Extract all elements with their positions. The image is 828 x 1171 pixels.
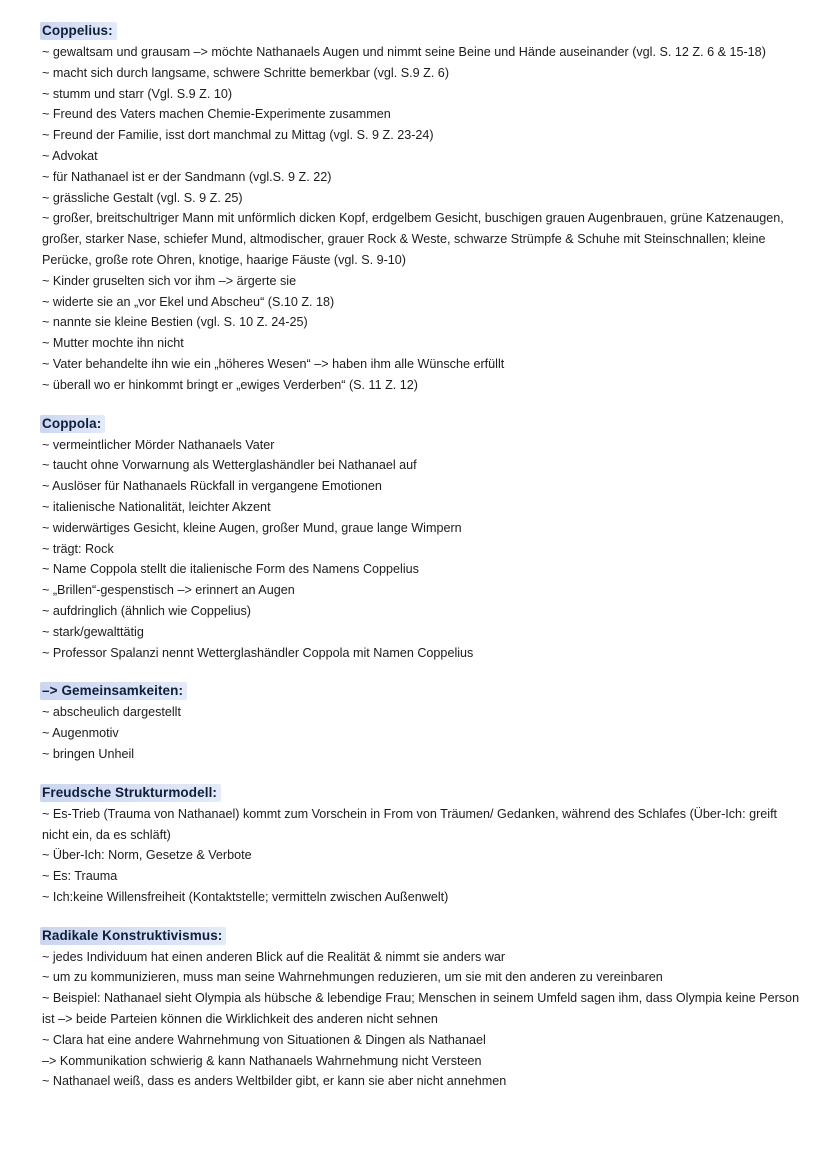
bullet-line: ~ nannte sie kleine Bestien (vgl. S. 10 Z. 24-25) [42,315,308,330]
bullet-line: ~ Freund des Vaters machen Chemie-Experimente zusammen [42,107,391,122]
section-heading: Coppelius: [40,22,117,40]
bullet-line: ~ Es: Trauma [42,869,118,884]
bullet-list [40,435,800,664]
section-coppola [40,415,800,664]
bullet-line: ~ Auslöser für Nathanaels Rückfall in vergangene Emotionen [42,479,382,494]
bullet-line: ~ widerte sie an „vor Ekel und Abscheu“ (S.10 Z. 18) [42,294,335,309]
section-gemeinsamkeiten [40,682,800,764]
bullet-line: ~ aufdringlich (ähnlich wie Coppelius) [42,603,251,618]
bullet-line: ~ italienische Nationalität, leichter Akzent [42,499,271,514]
bullet-line: ~ Es-Trieb (Trauma von Nathanael) kommt zum Vorschein in From von Träumen/ Gedanken, während des Schlafes (Über-Ich: greift nicht ein, da es schläft) [42,806,778,842]
bullet-line: ~ Über-Ich: Norm, Gesetze & Verbote [42,848,252,863]
bullet-line: ~ Kinder gruselten sich vor ihm –> ärgerte sie [42,273,297,288]
bullet-line: ~ trägt: Rock [42,541,114,556]
bullet-line: ~ bringen Unheil [42,746,135,761]
section-heading: –> Gemeinsamkeiten: [40,682,187,700]
bullet-line: ~ vermeintlicher Mörder Nathanaels Vater [42,437,275,452]
bullet-line: ~ gewaltsam und grausam –> möchte Nathanaels Augen und nimmt seine Beine und Hände auseinander (vgl. S. 12 Z. 6 & 15-18) [42,45,766,59]
bullet-list [40,702,800,764]
bullet-line: –> Kommunikation schwierig & kann Nathanaels Wahrnehmung nicht Versteen [42,1053,482,1068]
bullet-list [40,42,800,396]
bullet-line: ~ großer, breitschultriger Mann mit unförmlich dicken Kopf, erdgelbem Gesicht, buschigen grauen Augenbrauen, grüne Katzenaugen, großer, starker Nase, schiefer Mund, altmodischer, grauer Rock & Weste, schwarze Strümpfe & Schuhe mit Steinschnallen; kleine Perücke, große rote Ohren, knotige, haarige Fäuste (vgl. S. 9-10) [42,211,784,267]
bullet-line: ~ Advokat [42,148,98,163]
bullet-line: ~ Name Coppola stellt die italienische Form des Namens Coppelius [42,562,419,577]
bullet-line: ~ „Brillen“-gespenstisch –> erinnert an Augen [42,583,295,598]
bullet-line: ~ um zu kommunizieren, muss man seine Wahrnehmungen reduzieren, um sie mit den anderen zu vereinbaren [42,970,663,985]
bullet-line: ~ Augenmotiv [42,726,119,741]
bullet-line: ~ für Nathanael ist er der Sandmann (vgl.S. 9 Z. 22) [42,169,332,184]
section-freudsche-strukturmodell [40,784,800,908]
bullet-line: ~ abscheulich dargestellt [42,705,181,720]
bullet-list [40,947,800,1093]
bullet-line: ~ Vater behandelte ihn wie ein „höheres Wesen“ –> haben ihm alle Wünsche erfüllt [42,356,505,371]
bullet-line: ~ macht sich durch langsame, schwere Schritte bemerkbar (vgl. S.9 Z. 6) [42,65,450,80]
bullet-line: ~ Nathanael weiß, dass es anders Weltbilder gibt, er kann sie aber nicht annehmen [42,1074,507,1089]
bullet-line: ~ Clara hat eine andere Wahrnehmung von Situationen & Dingen als Nathanael [42,1032,486,1047]
section-heading: Radikale Konstruktivismus: [40,927,226,945]
section-heading: Coppola: [40,415,105,433]
bullet-line: ~ Professor Spalanzi nennt Wetterglashändler Coppola mit Namen Coppelius [42,645,474,660]
bullet-line: ~ Ich:keine Willensfreiheit (Kontaktstelle; vermitteln zwischen Außenwelt) [42,889,449,904]
bullet-line: ~ widerwärtiges Gesicht, kleine Augen, großer Mund, graue lange Wimpern [42,520,462,535]
bullet-line: ~ jedes Individuum hat einen anderen Blick auf die Realität & nimmt sie anders war [42,949,506,964]
bullet-line: ~ stumm und starr (Vgl. S.9 Z. 10) [42,86,233,101]
section-radikale-konstruktivismus [40,927,800,1093]
bullet-line: ~ grässliche Gestalt (vgl. S. 9 Z. 25) [42,190,243,205]
bullet-line: ~ taucht ohne Vorwarnung als Wetterglashändler bei Nathanael auf [42,458,417,473]
bullet-line: ~ Freund der Familie, isst dort manchmal zu Mittag (vgl. S. 9 Z. 23-24) [42,128,434,143]
section-coppelius [40,22,800,396]
bullet-line: ~ stark/gewalttätig [42,624,144,639]
bullet-line: ~ überall wo er hinkommt bringt er „ewiges Verderben“ (S. 11 Z. 12) [42,377,418,392]
bullet-line: ~ Mutter mochte ihn nicht [42,336,184,351]
bullet-list [40,804,800,908]
bullet-line: ~ Beispiel: Nathanael sieht Olympia als hübsche & lebendige Frau; Menschen in seinem Umfeld sagen ihm, dass Olympia keine Person ist –> beide Parteien können die Wirklichkeit des anderen nicht sehnen [42,991,800,1027]
section-heading: Freudsche Strukturmodell: [40,784,221,802]
document-page [40,22,800,1111]
